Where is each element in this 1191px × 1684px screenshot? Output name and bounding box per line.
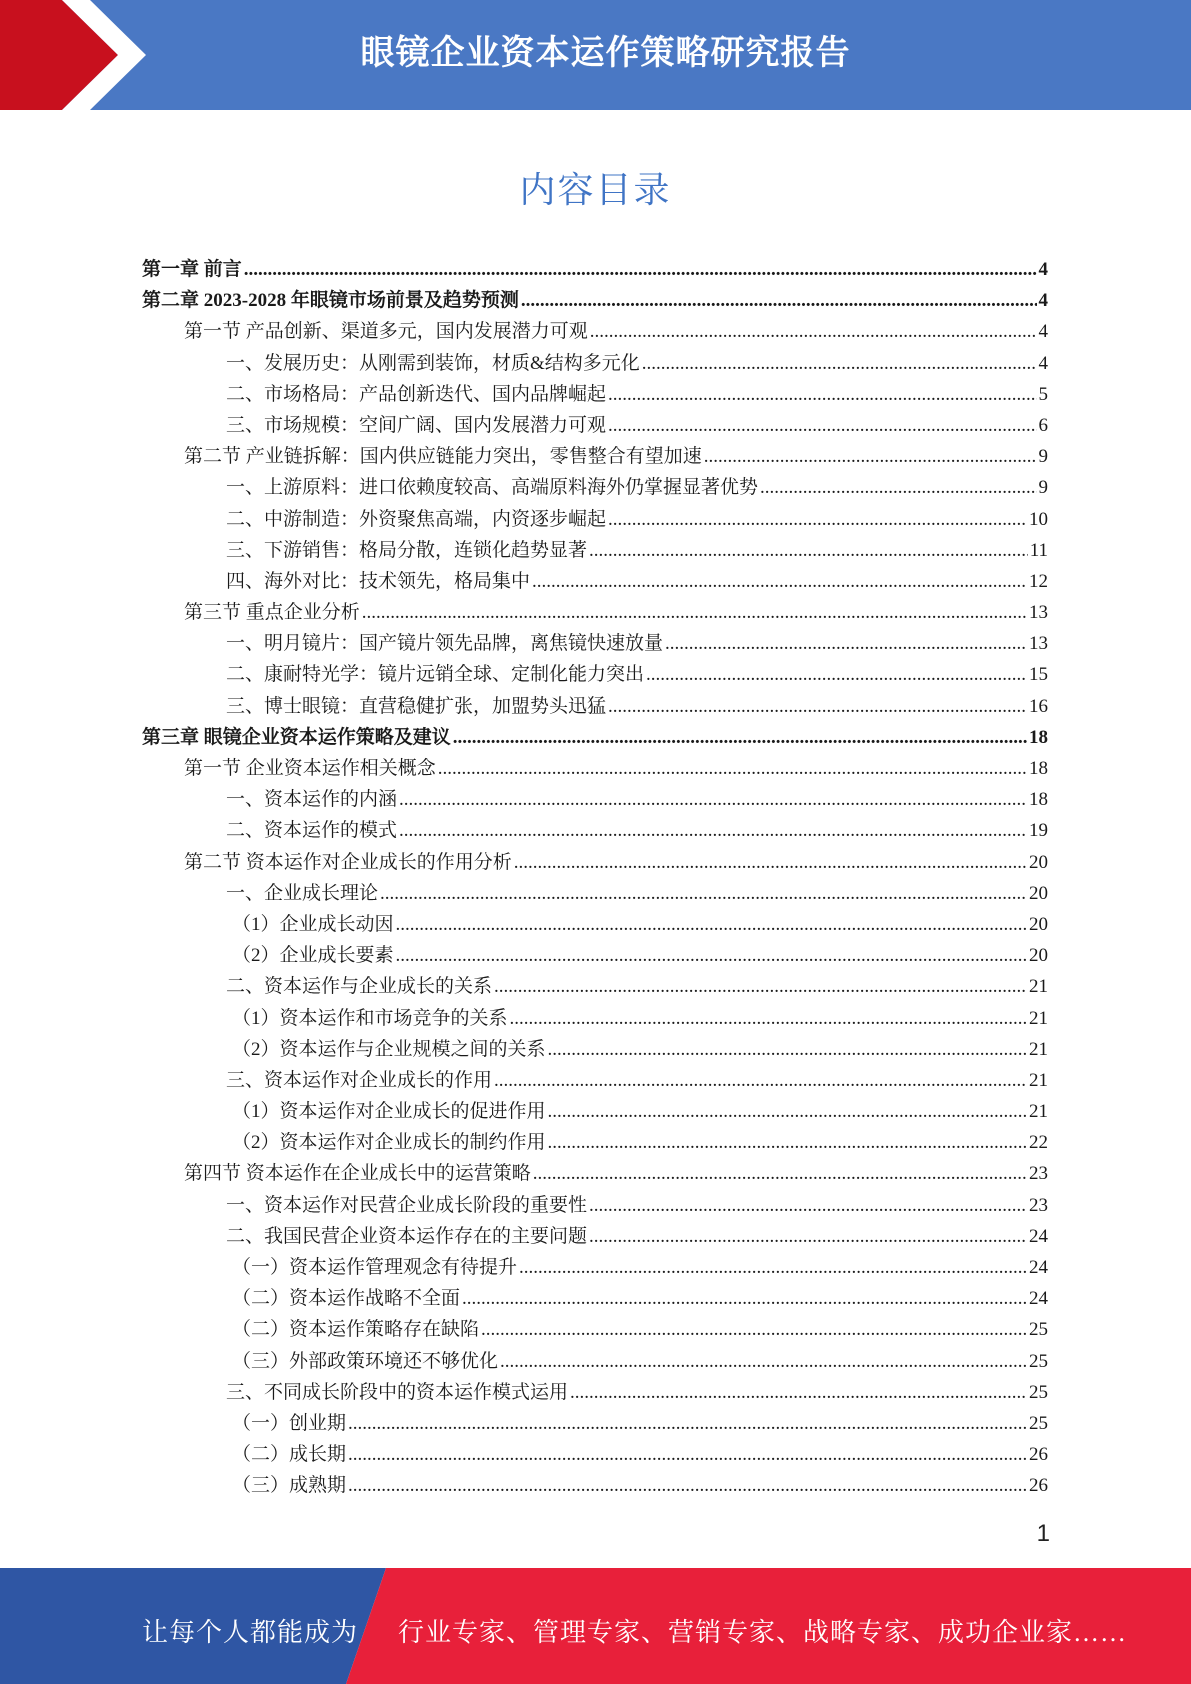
toc-entry[interactable] bbox=[142, 1127, 1048, 1158]
toc-entry[interactable] bbox=[142, 940, 1048, 971]
toc-entry-title: 第二章 2023-2028 年眼镜市场前景及趋势预测 bbox=[142, 290, 519, 312]
toc-dot-leader bbox=[548, 1039, 1027, 1061]
toc-entry[interactable] bbox=[142, 971, 1048, 1002]
toc-dot-leader bbox=[396, 945, 1027, 967]
toc-entry-page: 24 bbox=[1029, 1288, 1048, 1310]
toc-entry[interactable] bbox=[142, 722, 1048, 753]
toc-entry-title: 二、资本运作与企业成长的关系 bbox=[226, 976, 493, 998]
toc-entry[interactable] bbox=[142, 628, 1048, 659]
toc-entry-page: 25 bbox=[1029, 1350, 1048, 1372]
toc-entry[interactable] bbox=[142, 1096, 1048, 1127]
report-title: 眼镜企业资本运作策略研究报告 bbox=[360, 33, 851, 73]
toc-entry-title: 三、不同成长阶段中的资本运作模式运用 bbox=[226, 1381, 569, 1403]
toc-entry[interactable] bbox=[142, 1158, 1048, 1189]
page-number: 1 bbox=[1036, 1520, 1050, 1547]
toc-dot-leader bbox=[589, 540, 1028, 562]
toc-entry-page: 4 bbox=[1038, 259, 1048, 280]
toc-dot-leader bbox=[462, 1288, 1027, 1310]
toc-entry-title: （二）资本运作策略存在缺陷 bbox=[232, 1319, 480, 1341]
toc-entry-title: 一、明月镜片：国产镜片领先品牌，离焦镜快速放量 bbox=[226, 633, 664, 655]
toc-dot-leader bbox=[608, 509, 1027, 531]
toc-entry-title: 第三章 眼镜企业资本运作策略及建议 bbox=[142, 726, 451, 748]
toc-entry-page: 5 bbox=[1038, 383, 1048, 405]
toc-entry-title: 一、企业成长理论 bbox=[226, 882, 379, 904]
toc-dot-leader bbox=[665, 633, 1027, 655]
toc-entry[interactable] bbox=[142, 691, 1048, 722]
toc-entry[interactable] bbox=[142, 909, 1048, 940]
toc-dot-leader bbox=[533, 1163, 1027, 1185]
toc-entry-page: 23 bbox=[1029, 1163, 1048, 1185]
toc-entry-title: 二、康耐特光学：镜片远销全球、定制化能力突出 bbox=[226, 664, 645, 686]
toc-entry-title: 第三节 重点企业分析 bbox=[184, 602, 360, 624]
toc-entry-page: 6 bbox=[1038, 414, 1048, 436]
toc-entry[interactable] bbox=[142, 847, 1048, 878]
toc-entry[interactable] bbox=[142, 1439, 1048, 1470]
toc-dot-leader bbox=[510, 1008, 1027, 1030]
toc-entry[interactable] bbox=[142, 1190, 1048, 1221]
toc-dot-leader bbox=[362, 602, 1027, 624]
toc-entry-page: 21 bbox=[1029, 1007, 1048, 1029]
toc-dot-leader bbox=[521, 290, 1037, 312]
toc-dot-leader bbox=[494, 976, 1027, 998]
toc-entry-title: （1）资本运作和市场竞争的关系 bbox=[232, 1007, 508, 1029]
toc-entry-page: 21 bbox=[1029, 1101, 1048, 1123]
toc-entry[interactable] bbox=[142, 379, 1048, 410]
toc-entry[interactable] bbox=[142, 316, 1048, 347]
toc-dot-leader bbox=[348, 1444, 1027, 1466]
toc-entry[interactable] bbox=[142, 753, 1048, 784]
toc-dot-leader bbox=[399, 820, 1027, 842]
toc-entry-title: （一）资本运作管理观念有待提升 bbox=[232, 1257, 518, 1278]
toc-entry-page: 20 bbox=[1029, 882, 1048, 904]
toc-entry-page: 22 bbox=[1029, 1132, 1048, 1154]
toc-entry-title: 三、下游销售：格局分散，连锁化趋势显著 bbox=[226, 539, 588, 561]
toc-entry-page: 25 bbox=[1029, 1412, 1048, 1434]
toc-entry-title: （二）资本运作战略不全面 bbox=[232, 1288, 461, 1310]
toc-entry-title: 二、我国民营企业资本运作存在的主要问题 bbox=[226, 1225, 588, 1247]
toc-entry[interactable] bbox=[142, 254, 1048, 285]
toc-entry-page: 21 bbox=[1029, 1038, 1048, 1060]
toc-entry[interactable] bbox=[142, 1314, 1048, 1345]
toc-heading: 内容目录 bbox=[519, 170, 672, 211]
toc-entry-title: 第二节 产业链拆解：国内供应链能力突出，零售整合有望加速 bbox=[184, 446, 702, 468]
toc-dot-leader bbox=[519, 1257, 1027, 1279]
toc-entry-title: 三、资本运作对企业成长的作用 bbox=[226, 1069, 493, 1091]
toc-entry-page: 16 bbox=[1029, 695, 1048, 717]
toc-entry[interactable] bbox=[142, 441, 1048, 472]
toc-entry[interactable] bbox=[142, 1065, 1048, 1096]
toc-entry-title: （三）外部政策环境还不够优化 bbox=[232, 1350, 499, 1372]
toc-dot-leader bbox=[396, 914, 1027, 936]
toc-dot-leader bbox=[589, 1226, 1027, 1248]
toc-entry-title: （1）资本运作对企业成长的促进作用 bbox=[232, 1101, 546, 1123]
toc-entry-title: 一、资本运作对民营企业成长阶段的重要性 bbox=[226, 1194, 588, 1216]
toc-entry[interactable] bbox=[142, 1003, 1048, 1034]
toc-entry-page: 11 bbox=[1029, 539, 1048, 561]
report-header-band bbox=[0, 0, 1191, 110]
toc-entry[interactable] bbox=[142, 1470, 1048, 1501]
toc-entry[interactable] bbox=[142, 1346, 1048, 1377]
toc-entry-title: 二、市场格局：产品创新迭代、国内品牌崛起 bbox=[226, 383, 607, 405]
toc-entry-page: 10 bbox=[1029, 508, 1048, 530]
toc-entry-title: 三、市场规模：空间广阔、国内发展潜力可观 bbox=[226, 414, 607, 436]
toc-entry[interactable] bbox=[142, 878, 1048, 909]
toc-entry-title: 第四节 资本运作在企业成长中的运营策略 bbox=[184, 1163, 531, 1185]
toc-entry-title: 一、发展历史：从刚需到装饰，材质&结构多元化 bbox=[226, 352, 640, 374]
toc-dot-leader bbox=[760, 477, 1036, 499]
toc-dot-leader bbox=[348, 1475, 1027, 1497]
toc-entry[interactable] bbox=[142, 1034, 1048, 1065]
table-of-contents bbox=[142, 254, 1048, 1502]
toc-entry-page: 26 bbox=[1029, 1475, 1048, 1497]
toc-entry-title: （三）成熟期 bbox=[232, 1475, 347, 1497]
toc-dot-leader bbox=[244, 259, 1037, 281]
toc-entry[interactable] bbox=[142, 1221, 1048, 1252]
toc-dot-leader bbox=[642, 353, 1037, 375]
toc-entry[interactable] bbox=[142, 285, 1048, 316]
toc-entry-page: 18 bbox=[1029, 789, 1048, 811]
toc-dot-leader bbox=[589, 1195, 1027, 1217]
footer-slogan-left: 让每个人都能成为 bbox=[142, 1618, 359, 1647]
toc-entry-page: 20 bbox=[1029, 945, 1048, 967]
toc-entry[interactable] bbox=[142, 815, 1048, 846]
toc-entry-page: 4 bbox=[1038, 321, 1048, 343]
toc-entry-page: 18 bbox=[1029, 726, 1048, 748]
toc-entry[interactable] bbox=[142, 566, 1048, 597]
toc-entry-title: （1）企业成长动因 bbox=[232, 913, 394, 935]
toc-entry[interactable] bbox=[142, 1408, 1048, 1439]
toc-dot-leader bbox=[380, 883, 1027, 905]
toc-dot-leader bbox=[548, 1101, 1027, 1123]
toc-dot-leader bbox=[399, 789, 1027, 811]
toc-entry[interactable] bbox=[142, 472, 1048, 503]
toc-entry[interactable] bbox=[142, 348, 1048, 379]
toc-dot-leader bbox=[608, 696, 1027, 718]
toc-dot-leader bbox=[590, 321, 1037, 343]
toc-entry-page: 19 bbox=[1029, 820, 1048, 842]
toc-entry[interactable] bbox=[142, 1377, 1048, 1408]
toc-entry-page: 9 bbox=[1038, 477, 1048, 499]
toc-entry-title: 第一节 产品创新、渠道多元，国内发展潜力可观 bbox=[184, 321, 588, 343]
toc-entry-title: 二、资本运作的模式 bbox=[226, 820, 398, 842]
toc-entry[interactable] bbox=[142, 1283, 1048, 1314]
toc-entry[interactable] bbox=[142, 504, 1048, 535]
toc-entry[interactable] bbox=[142, 535, 1048, 566]
toc-entry-page: 23 bbox=[1029, 1194, 1048, 1216]
toc-entry-page: 26 bbox=[1029, 1444, 1048, 1466]
toc-entry-title: 一、资本运作的内涵 bbox=[226, 789, 398, 811]
toc-entry-title: （2）资本运作对企业成长的制约作用 bbox=[232, 1132, 546, 1154]
toc-entry-page: 15 bbox=[1029, 664, 1048, 686]
toc-entry[interactable] bbox=[142, 1252, 1048, 1283]
toc-entry-page: 20 bbox=[1029, 851, 1048, 873]
toc-entry-page: 4 bbox=[1038, 352, 1048, 374]
toc-dot-leader bbox=[438, 758, 1027, 780]
toc-entry-page: 24 bbox=[1029, 1225, 1048, 1247]
toc-entry-page: 21 bbox=[1029, 976, 1048, 998]
toc-entry-page: 9 bbox=[1038, 446, 1048, 468]
toc-dot-leader bbox=[453, 727, 1027, 749]
toc-entry-title: 第一章 前言 bbox=[142, 259, 242, 280]
toc-entry-title: （2）企业成长要素 bbox=[232, 945, 394, 967]
toc-entry-page: 21 bbox=[1029, 1069, 1048, 1091]
toc-entry-page: 24 bbox=[1029, 1257, 1048, 1278]
toc-entry[interactable] bbox=[142, 410, 1048, 441]
toc-entry-title: 一、上游原料：进口依赖度较高、高端原料海外仍掌握显著优势 bbox=[226, 477, 759, 499]
toc-entry-title: （二）成长期 bbox=[232, 1444, 347, 1466]
toc-entry[interactable] bbox=[142, 659, 1048, 690]
toc-entry-page: 25 bbox=[1029, 1319, 1048, 1341]
toc-entry[interactable] bbox=[142, 597, 1048, 628]
toc-entry-page: 25 bbox=[1029, 1381, 1048, 1403]
toc-dot-leader bbox=[348, 1413, 1027, 1435]
toc-dot-leader bbox=[514, 852, 1027, 874]
toc-dot-leader bbox=[608, 415, 1036, 437]
toc-entry-page: 20 bbox=[1029, 913, 1048, 935]
toc-entry-page: 13 bbox=[1029, 602, 1048, 624]
toc-dot-leader bbox=[608, 384, 1036, 406]
toc-entry-title: 第一节 企业资本运作相关概念 bbox=[184, 758, 436, 779]
toc-entry-title: （一）创业期 bbox=[232, 1412, 347, 1434]
toc-entry-page: 12 bbox=[1029, 570, 1048, 592]
toc-entry-page: 4 bbox=[1038, 290, 1048, 312]
toc-entry-title: 二、中游制造：外资聚焦高端，内资逐步崛起 bbox=[226, 508, 607, 530]
toc-entry[interactable] bbox=[142, 784, 1048, 815]
toc-entry-title: 三、博士眼镜：直营稳健扩张，加盟势头迅猛 bbox=[226, 695, 607, 717]
toc-entry-title: 四、海外对比：技术领先，格局集中 bbox=[226, 570, 531, 592]
toc-dot-leader bbox=[570, 1382, 1027, 1404]
toc-dot-leader bbox=[500, 1351, 1027, 1373]
toc-dot-leader bbox=[532, 571, 1027, 593]
toc-entry-page: 13 bbox=[1029, 633, 1048, 655]
toc-entry-page: 18 bbox=[1029, 758, 1048, 779]
toc-dot-leader bbox=[494, 1070, 1027, 1092]
footer-slogan-right: 行业专家、管理专家、营销专家、战略专家、成功企业家…… bbox=[398, 1618, 1128, 1647]
toc-entry-title: 第二节 资本运作对企业成长的作用分析 bbox=[184, 851, 512, 873]
toc-dot-leader bbox=[548, 1132, 1027, 1154]
toc-dot-leader bbox=[704, 446, 1037, 468]
toc-dot-leader bbox=[481, 1319, 1027, 1341]
toc-entry-title: （2）资本运作与企业规模之间的关系 bbox=[232, 1038, 546, 1060]
toc-dot-leader bbox=[646, 664, 1027, 686]
